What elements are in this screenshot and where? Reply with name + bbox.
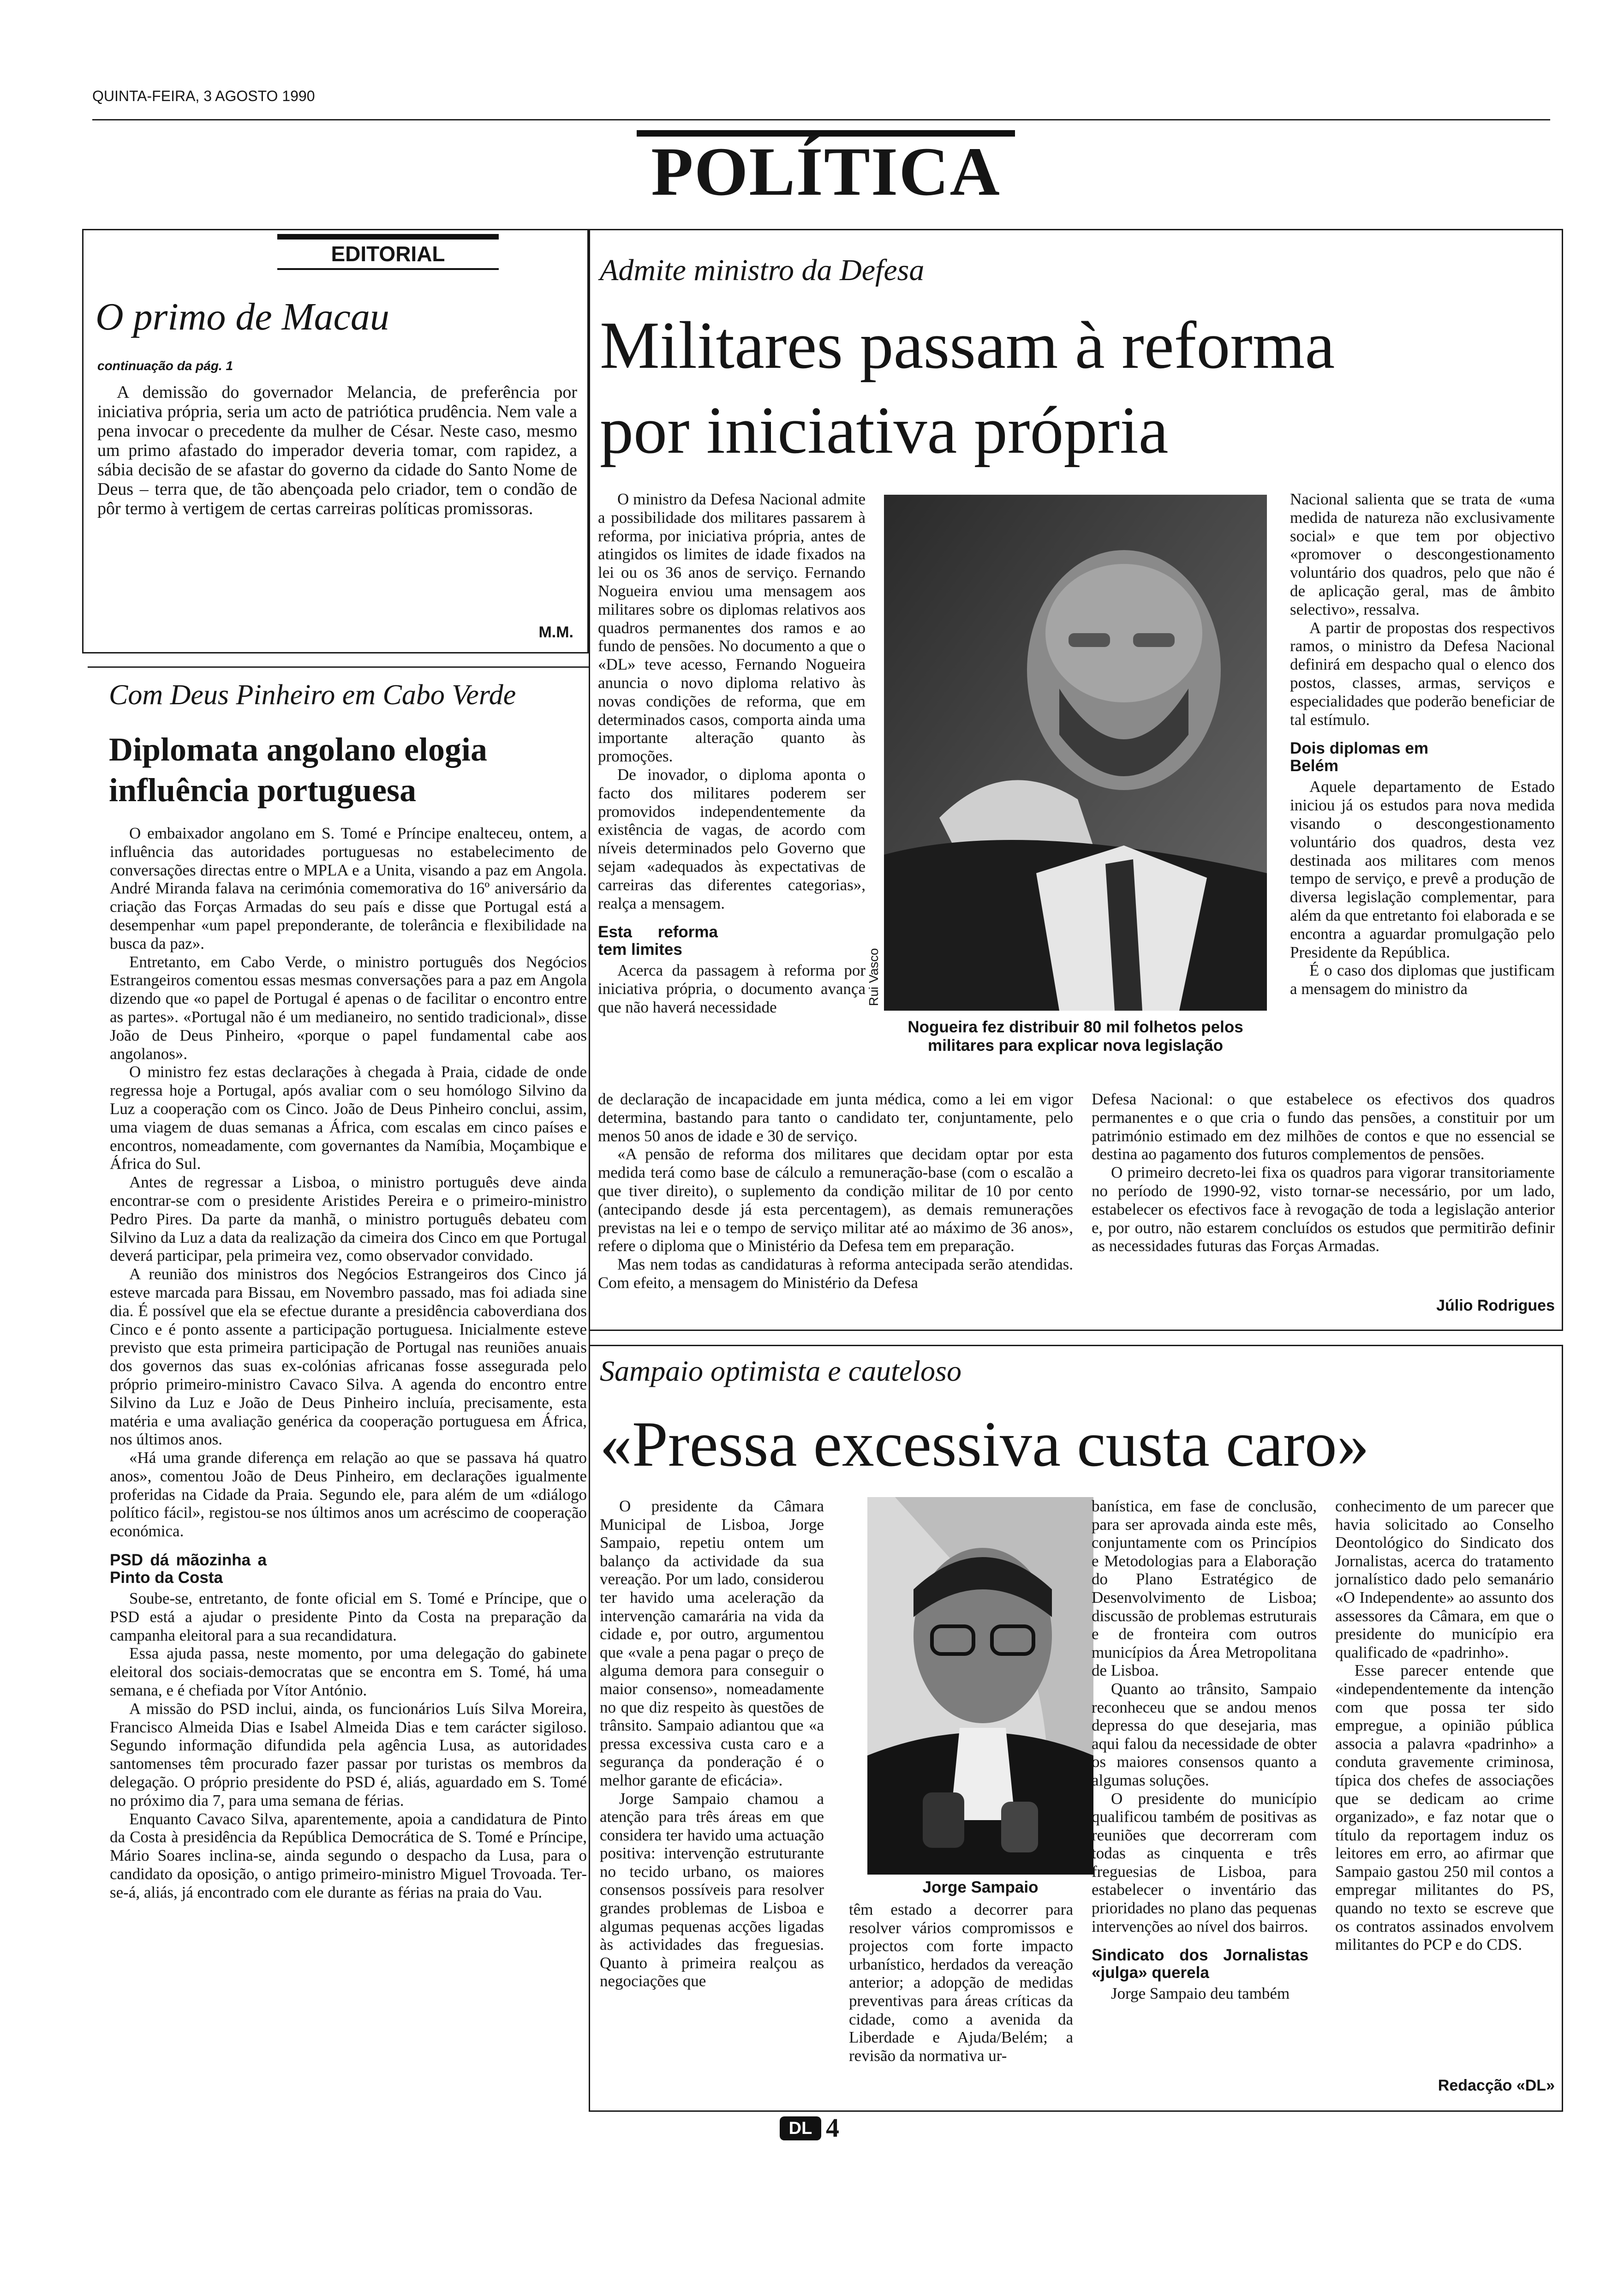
militares-paragraph: Nacional salienta que se trata de «uma medida de natureza não exclusivamente social» e que tem por objectivo «promover o descongestionamento voluntário dos quadros, pelo que não é de aplicação geral, mas de âmbito selectivo», ressalva. xyxy=(1290,490,1555,618)
militares-paragraph: De inovador, o diploma aponta o facto dos militares poderem ser promovidos independentemente da existência de vagas, de acordo com níveis determinados pelo Governo que sejam «adequados às expectativas de carreiras das diferentes categorias», realça a mensagem. xyxy=(598,765,866,912)
sampaio-col3 xyxy=(1092,1497,1317,2003)
militares-lower-left xyxy=(598,1090,1073,1292)
page-number: 4 xyxy=(826,2113,839,2143)
angola-kicker: Com Deus Pinheiro em Cabo Verde xyxy=(109,679,516,711)
sampaio-paragraph: banística, em fase de conclusão, para ser aprovada ainda este mês, conjuntamente com os Princípios e Metodologias para a Elaboração do Plano Estratégico de Desenvolvimento de Lisboa; discussão de problemas estruturais e de fronteira com outros municípios da Área Metropolitana de Lisboa. xyxy=(1092,1497,1317,1680)
sampaio-signature: Redacção «DL» xyxy=(1438,2077,1555,2094)
section-title: POLÍTICA xyxy=(651,133,1001,210)
angola-crosshead: PSD dá mãozinha a Pinto da Costa xyxy=(110,1551,267,1587)
angola-paragraph: Soube-se, entretanto, de fonte oficial em S. Tomé e Príncipe, que o PSD está a ajudar o presidente Pinto da Costa na preparação da campanha eleitoral para a sua recandidatura. xyxy=(110,1589,587,1644)
editorial-text xyxy=(97,383,577,518)
editorial-paragraph: A demissão do governador Melancia, de preferência por iniciativa própria, seria um acto de patriótica prudência. Nem vale a pena invocar o precedente da mulher de César. Neste caso, mesmo um primo afastado do imperador deveria tomar, com rapidez, a sábia decisão de se afastar do governo da cidade do Santo Nome de Deus – terra que, de tão abençoada pelo criador, tem o condão de pôr termo à vertigem de certas carreiras políticas promissoras. xyxy=(97,383,577,518)
sampaio-col4 xyxy=(1335,1497,1554,1954)
nogueira-illustration xyxy=(884,495,1267,1011)
editorial-rule xyxy=(277,268,499,270)
sampaio-paragraph: O presidente da Câmara Municipal de Lisboa, Jorge Sampaio, repetiu ontem um balanço da actividade da sua vereação. Por um lado, considerou ter havido uma aceleração da intervenção camarária na vida da cidade e, por outro, argumentou que «vale a pena pagar o preço de alguma demora para conseguir o maior consenso», nomeadamente no que diz respeito às questões de trânsito. Sampaio adiantou que «a pressa excessiva custa caro e a segurança da ponderação é o melhor garante de eficácia». xyxy=(600,1497,824,1789)
angola-headline: Diplomata angolano elogia influência portuguesa xyxy=(109,731,488,809)
angola-paragraph: Antes de regressar a Lisboa, o ministro português deve ainda encontrar-se com o presidente Aristides Pereira e o primeiro-ministro Pedro Pires. Da parte da manhã, o ministro português debateu com Silvino da Luz a data da realização da cimeira dos Cinco em que Portugal deverá participar, pela primeira vez, como observador convidado. xyxy=(110,1173,587,1265)
angola-paragraph: A missão do PSD inclui, ainda, os funcionários Luís Silva Moreira, Francisco Almeida Dias e Isabel Almeida Dias e tem carácter sigiloso. Segundo informação difundida pela agência Lusa, as autoridades santomenses têm procurado fazer passar por turistas os membros da delegação. O próprio presidente do PSD é, aliás, aguardado em S. Tomé no próximo dia 7, para uma semana de férias. xyxy=(110,1699,587,1810)
sampaio-paragraph: conhecimento de um parecer que havia solicitado ao Conselho Deontológico do Sindicato dos Jornalistas, acerca do tratamento jornalístico dado pelo semanário «O Independente» ao assunto dos assessores da Câmara, em que o presidente do município era qualificado de «padrinho». xyxy=(1335,1497,1554,1661)
militares-kicker: Admite ministro da Defesa xyxy=(600,253,925,287)
militares-headline-line2: por iniciativa própria xyxy=(600,393,1169,467)
dateline: QUINTA-FEIRA, 3 AGOSTO 1990 xyxy=(92,88,315,104)
sampaio-headline: «Pressa excessiva custa caro» xyxy=(600,1408,1369,1480)
sampaio-col1 xyxy=(600,1497,824,1990)
militares-paragraph: Acerca da passagem à reforma por iniciativa própria, o documento avança que não haverá necessidade xyxy=(598,961,866,1016)
editorial-label: EDITORIAL xyxy=(331,242,445,266)
editorial-title: O primo de Macau xyxy=(96,295,389,338)
footer-logo-mark xyxy=(780,2116,821,2140)
militares-crosshead: Dois diplomas em Belém xyxy=(1290,739,1428,775)
angola-paragraph: O embaixador angolano em S. Tomé e Príncipe enalteceu, ontem, a influência das autoridades portuguesas no estabelecimento de conversações directas entre o MPLA e a Unita, visando a paz em Angola. André Miranda falava na cerimónia comemorativa do 16º aniversário da criação das Forças Armadas do seu país e disse que Portugal está a desempenhar «um papel preponderante, de tolerância e flexibilidade na busca da paz». xyxy=(110,824,587,953)
militares-signature: Júlio Rodrigues xyxy=(1436,1297,1555,1314)
militares-col3 xyxy=(1290,490,1555,998)
militares-paragraph: de declaração de incapacidade em junta médica, como a lei em vigor determina, bastando para tanto o candidato ter, conjuntamente, pelo menos 50 anos de idade e 30 de serviço. xyxy=(598,1090,1073,1145)
sampaio-paragraph: Esse parecer entende que «independentemente da intenção com que possa ter sido empregue, a opinião pública associa a palavra «padrinho» a conduta gravemente criminosa, típica dos chefes de associações que se dedicam ao crime organizado», e faz notar que o título da reportagem induz os leitores em erro, ao afirmar que Sampaio gastou 250 mil contos a empregar militantes do PS, quando no texto se escreve que os contratos assinados envolvem militantes do PCP e do CDS. xyxy=(1335,1661,1554,1954)
militares-paragraph: O ministro da Defesa Nacional admite a possibilidade dos militares passarem à reforma, por iniciativa própria, antes de atingidos os limites de idade fixados na lei ou os 36 anos de serviço. Fernando Nogueira enviou uma mensagem aos militares sobre os diplomas relativos aos quadros permanentes dos ramos e ao fundo de pensões. No documento a que o «DL» teve acesso, Fernando Nogueira anuncia o novo diploma relativo às novas condições de reforma, que em determinados casos, comporta ainda uma importante alteração quanto às promoções. xyxy=(598,490,866,766)
angola-paragraph: «Há uma grande diferença em relação ao que se passava há quatro anos», comentou João de Deus Pinheiro, em declarações igualmente proferidas na Cidade da Praia. Segundo ele, para além de um «diálogo político fácil», registou-se nos últimos anos um acréscimo de cooperação económica. xyxy=(110,1449,587,1540)
militares-headline-line1: Militares passam à reforma xyxy=(600,308,1335,383)
sampaio-paragraph: Quanto ao trânsito, Sampaio reconheceu que se andou menos depressa do que desejaria, mas aqui falou da necessidade de obter os maiores consensos quanto a algumas soluções. xyxy=(1092,1679,1317,1789)
militares-col1 xyxy=(598,490,866,1017)
footer-logo: DL xyxy=(788,2119,812,2138)
angola-paragraph: O ministro fez estas declarações à chegada à Praia, cidade de onde regressa hoje a Portugal, após avaliar com o seu homólogo Silvino da Luz a cooperação com os Cinco. João de Deus Pinheiro conclui, assim, uma viagem de duas semanas a África, com escalas em cinco países e encontros, nomeadamente, com governantes da Namíbia, Moçambique e África do Sul. xyxy=(110,1063,587,1173)
sampaio-caption: Jorge Sampaio xyxy=(922,1878,1039,1896)
sampaio-illustration xyxy=(867,1497,1093,1875)
photo-credit: Rui Vasco xyxy=(866,948,881,1006)
sampaio-photo xyxy=(867,1497,1093,1875)
header-rule xyxy=(92,119,1550,120)
angola-paragraph: Essa ajuda passa, neste momento, por uma delegação do gabinete eleitoral dos sociais-democratas que se encontra em S. Tomé, há uma semana, e é chefiada por Vítor António. xyxy=(110,1644,587,1700)
sampaio-col2-lower xyxy=(849,1900,1073,2065)
sampaio-crosshead: Sindicato dos Jornalistas «julga» querela xyxy=(1092,1946,1308,1982)
militares-paragraph: O primeiro decreto-lei fixa os quadros para vigorar transitoriamente no período de 1990-92, visto tornar-se necessário, por um lado, estabelecer os efectivos face à revogação de toda a legislação anterior e, por outro, não estarem concluídos os estudos que permitirão definir as necessidades futuras das Forças Armadas. xyxy=(1092,1163,1555,1255)
sampaio-paragraph: Jorge Sampaio chamou a atenção para três áreas em que considera ter havido uma actuação positiva: intervenção estruturante no tecido urbano, os maiores consensos possíveis para resolver grandes problemas de Lisboa e algumas pequenas acções ligadas às actividades das freguesias. Quanto à primeira realçou as negociações que xyxy=(600,1789,824,1990)
militares-crosshead: Esta reforma tem limites xyxy=(598,923,718,959)
militares-paragraph: «A pensão de reforma dos militares que decidam optar por esta medida terá como base de cálculo a remuneração-base (com o escalão a que tiver direito), o suplemento da condição militar de 10 por cento (antecipando desde já esta percentagem), as demais remunerações previstas na lei e o tempo de serviço militar até ao máximo de 36 anos», refere o diploma que o Ministério da Defesa tem em preparação. xyxy=(598,1145,1073,1255)
sampaio-paragraph: O presidente do município qualificou também de positivas as reuniões que decorreram com todas as cinquenta e três freguesias de Lisboa, para estabelecer o inventário das prioridades no plano das pequenas intervenções ao nível dos bairros. xyxy=(1092,1789,1317,1935)
militares-paragraph: Mas nem todas as candidaturas à reforma antecipada serão atendidas. Com efeito, a mensagem do Ministério da Defesa xyxy=(598,1255,1073,1292)
angola-paragraph: Enquanto Cavaco Silva, aparentemente, apoia a candidatura de Pinto da Costa à presidência da República Democrática de S. Tomé e Príncipe, Mário Soares inclina-se, ainda segundo o despacho da Lusa, para o candidato da oposição, o antigo primeiro-ministro Miguel Trovoada. Ter-se-á, aliás, já encontrado com ele durante as férias na praia do Vau. xyxy=(110,1810,587,1901)
militares-paragraph: Defesa Nacional: o que estabelece os efectivos dos quadros permanentes e o que cria o fundo das pensões, a constituir por um património estimado em dez milhões de contos e que no essencial se destina ao pagamento dos futuros complementos de pensões. xyxy=(1092,1090,1555,1163)
angola-paragraph: A reunião dos ministros dos Negócios Estrangeiros dos Cinco já esteve marcada para Bissau, em Novembro passado, mas foi adiada sine dia. É possível que ela se efectue durante a presidência caboverdiana dos Cinco e é ponto assente a participação portuguesa. Inicialmente esteve previsto que esta primeira participação de Portugal nas reuniões anuais dos governos das suas ex-colónias africanas fosse assegurada pelo próprio primeiro-ministro Cavaco Silva. A agenda do encontro entre Silvino da Luz e João de Deus Pinheiro incluía, precisamente, esta matéria e uma avaliação genérica da cooperação portuguesa em África, nos últimos anos. xyxy=(110,1265,587,1449)
editorial-signature: M.M. xyxy=(538,623,573,641)
sampaio-paragraph: têm estado a decorrer para resolver vários compromissos e projectos com forte impacto urbanístico, herdados da vereação anterior; a adopção de medidas preventivas para áreas críticas da cidade, como a avenida da Liberdade e Ajuda/Belém; a revisão da normativa ur- xyxy=(849,1900,1073,2065)
nogueira-caption: Nogueira fez distribuir 80 mil folhetos pelos militares para explicar nova legislação xyxy=(908,1018,1243,1055)
angola-body xyxy=(110,824,587,1902)
sampaio-kicker: Sampaio optimista e cauteloso xyxy=(600,1354,961,1387)
militares-lower-right xyxy=(1092,1090,1555,1255)
nogueira-photo xyxy=(884,495,1267,1011)
photo-credit-container xyxy=(865,914,883,1006)
militares-paragraph: Aquele departamento de Estado iniciou já os estudos para nova medida visando o descongestionamento voluntário dos quadros, desta vez destinada aos militares com menos tempo de serviço, e prevê a produção de diversa legislação complementar, para além da que entretanto foi elaborada e se encontra a aguardar promulgação pelo Presidente da República. xyxy=(1290,778,1555,961)
editorial-bar xyxy=(277,234,499,240)
sampaio-paragraph: Jorge Sampaio deu também xyxy=(1111,1984,1290,2003)
editorial-box xyxy=(82,229,589,653)
militares-paragraph: A partir de propostas dos respectivos ramos, o ministro da Defesa Nacional definirá em despacho qual o elenco dos postos, classes, armas, serviços e especialidades que poderão beneficiar de tal estímulo. xyxy=(1290,618,1555,729)
angola-top-rule xyxy=(88,666,589,668)
angola-paragraph: Entretanto, em Cabo Verde, o ministro português dos Negócios Estrangeiros comentou essas mesmas conversações para a paz em Angola dizendo que «o papel de Portugal é apenas o de facilitar o encontro entre as partes». «Portugal não é um medianeiro, no sentido tradicional», disse João de Deus Pinheiro, «porque o papel fundamental cabe aos angolanos». xyxy=(110,953,587,1063)
editorial-continuation: continuação da pág. 1 xyxy=(97,359,233,373)
militares-paragraph: É o caso dos diplomas que justificam a mensagem do ministro da xyxy=(1290,961,1555,998)
